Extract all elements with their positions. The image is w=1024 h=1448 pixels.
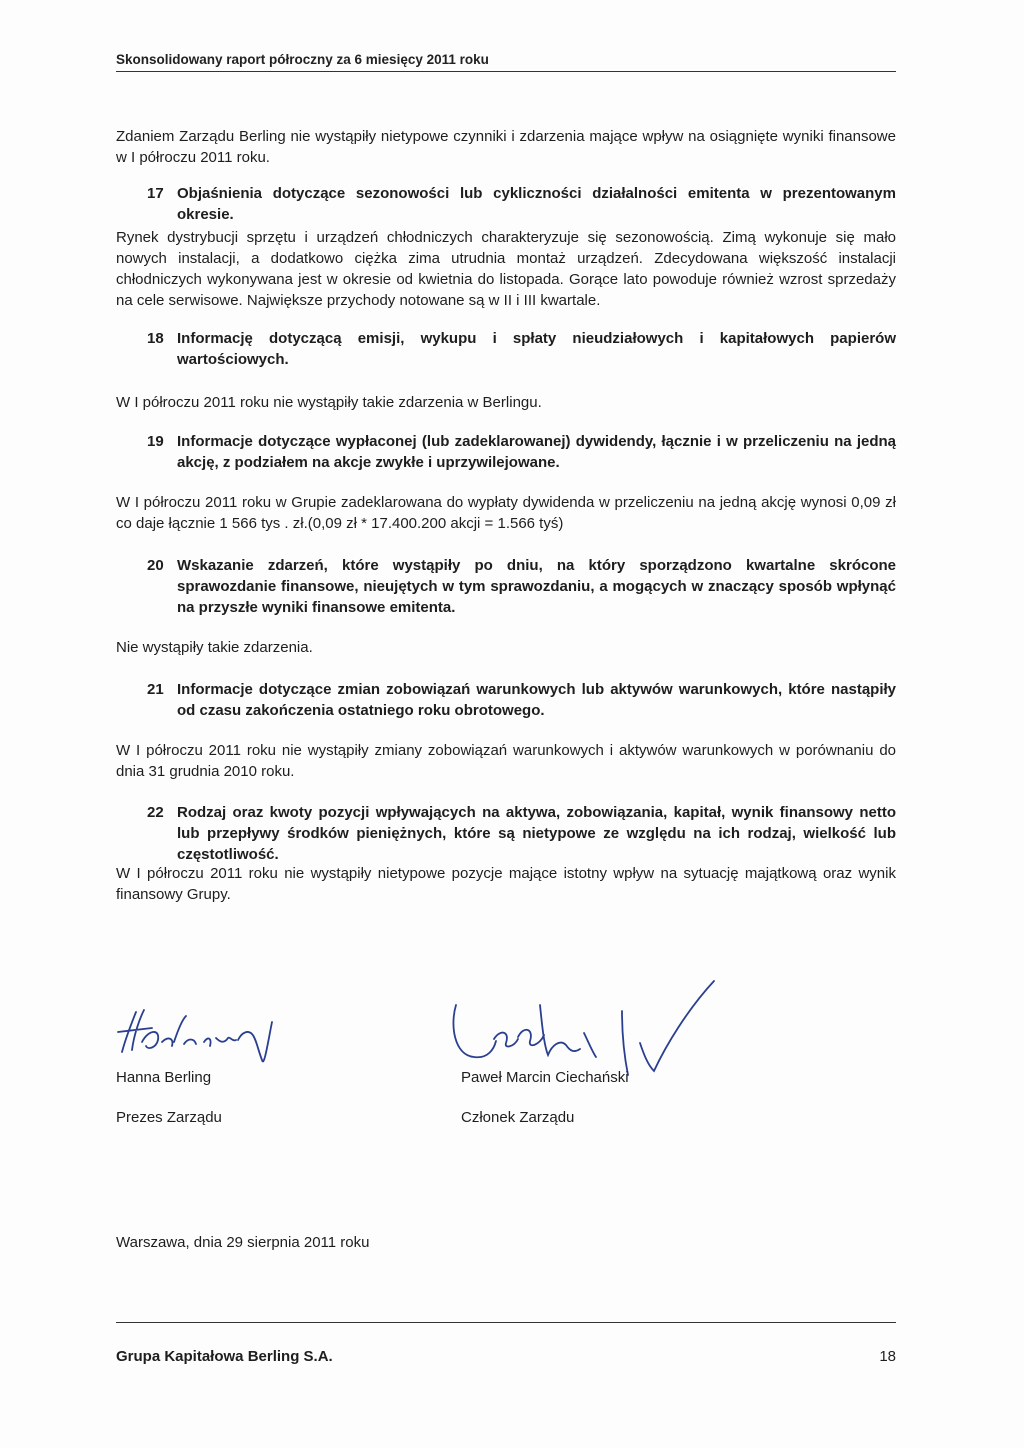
- section-21-body: W I półroczu 2011 roku nie wystąpiły zmiany zobowiązań warunkowych i aktywów warunkowych w porównaniu do dnia 31 grudnia 2010 roku.: [116, 742, 896, 780]
- section-19-heading: [147, 431, 896, 473]
- section-17-heading: [147, 183, 896, 225]
- signature-hanna-berling-icon: [112, 1002, 292, 1072]
- page-number: 18: [879, 1348, 896, 1365]
- section-title: Informacje dotyczące zmian zobowiązań warunkowych lub aktywów warunkowych, które nastąpiły od czasu zakończenia ostatniego roku obrotowego.: [177, 681, 896, 719]
- section-title: Wskazanie zdarzeń, które wystąpiły po dniu, na który sporządzono kwartalne skrócone sprawozdanie finansowe, nieujętych w tym sprawozdaniu, a mogących w znaczący sposób wpłynąć na przyszłe wyniki finansowe emitenta.: [177, 557, 896, 616]
- section-number: 18: [147, 330, 164, 347]
- section-18-body: W I półroczu 2011 roku nie wystąpiły takie zdarzenia w Berlingu.: [116, 394, 542, 411]
- section-20-body: Nie wystąpiły takie zdarzenia.: [116, 639, 313, 656]
- header-divider: [116, 71, 896, 72]
- running-header: Skonsolidowany raport półroczny za 6 miesięcy 2011 roku: [116, 52, 489, 67]
- section-22-body: W I półroczu 2011 roku nie wystąpiły nietypowe pozycje mające istotny wpływ na sytuację majątkową oraz wynik finansowy Grupy.: [116, 865, 896, 903]
- section-19-body: W I półroczu 2011 roku w Grupie zadeklarowana do wypłaty dywidenda w przeliczeniu na jedną akcję wynosi 0,09 zł co daje łącznie 1 566 tys . zł.(0,09 zł * 17.400.200 akcji = 1.566 tyś): [116, 494, 896, 532]
- section-number: 20: [147, 557, 164, 574]
- section-20-heading: [147, 555, 896, 618]
- section-17-body: Rynek dystrybucji sprzętu i urządzeń chłodniczych charakteryzuje się sezonowością. Zimą wykonuje się mało nowych instalacji, a dodatkowo ciężka zima utrudnia montaż urządzeń. Zdecydowana większość instalacji chłodniczych wykonywana jest w okresie od kwietnia do listopada. Gorące lato powoduje również wzrost sprzedaży na cele serwisowe. Największe przychody notowane są w II i III kwartale.: [116, 229, 896, 309]
- section-title: Objaśnienia dotyczące sezonowości lub cykliczności działalności emitenta w prezentowanym okresie.: [177, 185, 896, 223]
- footer-company: Grupa Kapitałowa Berling S.A.: [116, 1348, 333, 1365]
- section-title: Informację dotyczącą emisji, wykupu i spłaty nieudziałowych i kapitałowych papierów wartościowych.: [177, 330, 896, 368]
- signatory-role: Prezes Zarządu: [116, 1109, 222, 1126]
- section-number: 22: [147, 804, 164, 821]
- section-22-heading: [147, 802, 896, 865]
- section-18-heading: [147, 328, 896, 370]
- section-number: 19: [147, 433, 164, 450]
- place-and-date: Warszawa, dnia 29 sierpnia 2011 roku: [116, 1234, 370, 1251]
- signatory-role: Członek Zarządu: [461, 1109, 575, 1126]
- section-number: 21: [147, 681, 164, 698]
- section-title: Informacje dotyczące wypłaconej (lub zadeklarowanej) dywidendy, łącznie i w przeliczeniu na jedną akcję, z podziałem na akcje zwykłe i uprzywilejowane.: [177, 433, 896, 471]
- section-number: 17: [147, 185, 164, 202]
- section-21-heading: [147, 679, 896, 721]
- signatory-name: Paweł Marcin Ciechański: [461, 1069, 629, 1086]
- signatory-name: Hanna Berling: [116, 1069, 212, 1086]
- footer-divider: [116, 1322, 896, 1323]
- section-title: Rodzaj oraz kwoty pozycji wpływających na aktywa, zobowiązania, kapitał, wynik finansowy netto lub przepływy środków pieniężnych, które są nietypowe ze względu na ich rodzaj, wielkość lub częstotliwość.: [177, 804, 896, 863]
- intro-paragraph: Zdaniem Zarządu Berling nie wystąpiły nietypowe czynniki i zdarzenia mające wpływ na osiągnięte wyniki finansowe w I półroczu 2011 roku.: [116, 128, 896, 166]
